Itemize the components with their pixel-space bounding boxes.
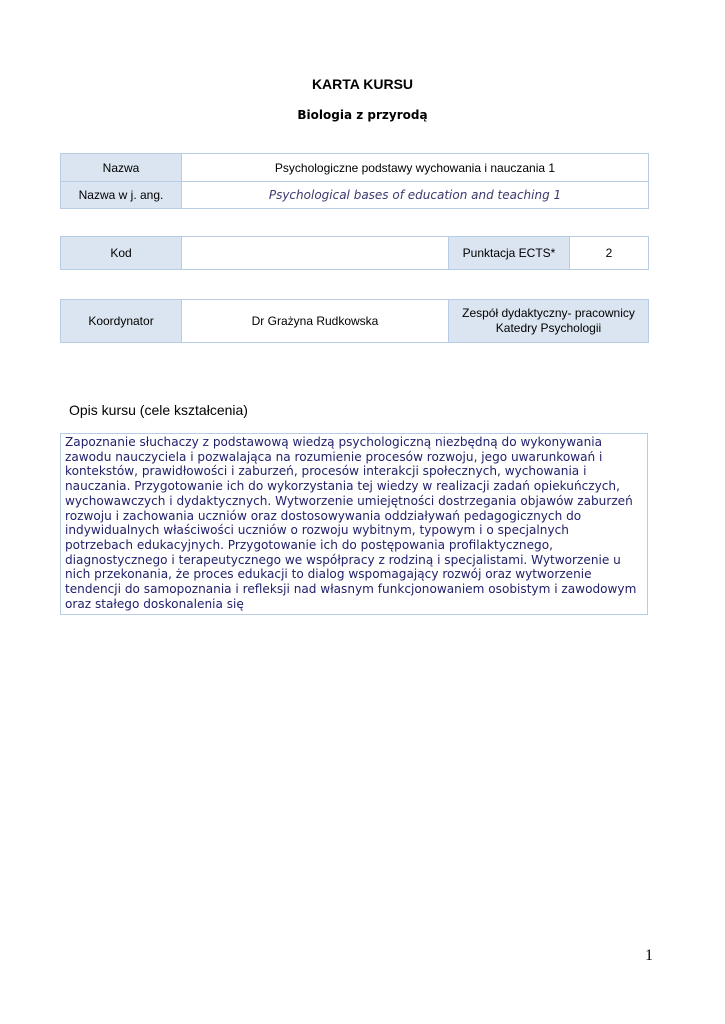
coordinator-value: Dr Grażyna Rudkowska	[182, 300, 449, 343]
page-number: 1	[645, 947, 653, 964]
description-heading: Opis kursu (cele kształcenia)	[69, 402, 248, 418]
name-row	[61, 154, 649, 182]
name-en-row	[61, 182, 649, 209]
name-table	[60, 153, 649, 209]
ects-value: 2	[570, 237, 649, 270]
coordinator-label: Koordynator	[61, 300, 182, 343]
coordinator-table	[60, 299, 649, 343]
course-description: Zapoznanie słuchaczy z podstawową wiedzą psychologiczną niezbędną do wykonywania zawodu nauczyciela i pozwalająca na rozumienie procesów rozwoju, jego uwarunkowań i kontekstów, prawidłowości i zaburzeń, procesów interakcji społecznych, wychowania i nauczania. Przygotowanie ich do wykorzystania tej wiedzy w realizacji zadań opiekuńczych, wychowawczych i dydaktycznych. Wytworzenie umiejętności dostrzegania objawów zaburzeń rozwoju i zachowania uczniów oraz dostosowywania oddziaływań pedagogicznych do indywidualnych właściwości uczniów o rozwoju wybitnym, typowym i o specjalnych potrzebach edukacyjnych. Przygotowanie ich do postępowania profilaktycznego, diagnostycznego i terapeutycznego we współpracy z rodziną i specjalistami. Wytworzenie u nich przekonania, że proces edukacji to dialog wspomagający rozwój oraz wytworzenie tendencji do samopoznania i refleksji nad własnym funkcjonowaniem osobistym i zawodowym oraz stałego doskonalenia się	[60, 433, 648, 615]
code-row	[61, 237, 649, 270]
coordinator-row	[61, 300, 649, 343]
name-label: Nazwa	[61, 154, 182, 182]
name-value: Psychologiczne podstawy wychowania i nauczania 1	[182, 154, 649, 182]
ects-label: Punktacja ECTS*	[449, 237, 570, 270]
code-label: Kod	[61, 237, 182, 270]
code-value	[182, 237, 449, 270]
name-en-label: Nazwa w j. ang.	[61, 182, 182, 209]
code-table	[60, 236, 649, 270]
name-en-value: Psychological bases of education and teaching 1	[182, 182, 649, 209]
teaching-team-label: Zespół dydaktyczny- pracownicy Katedry Psychologii	[449, 300, 649, 343]
course-subtitle: Biologia z przyrodą	[297, 108, 428, 122]
page-title: KARTA KURSU	[311, 76, 414, 92]
